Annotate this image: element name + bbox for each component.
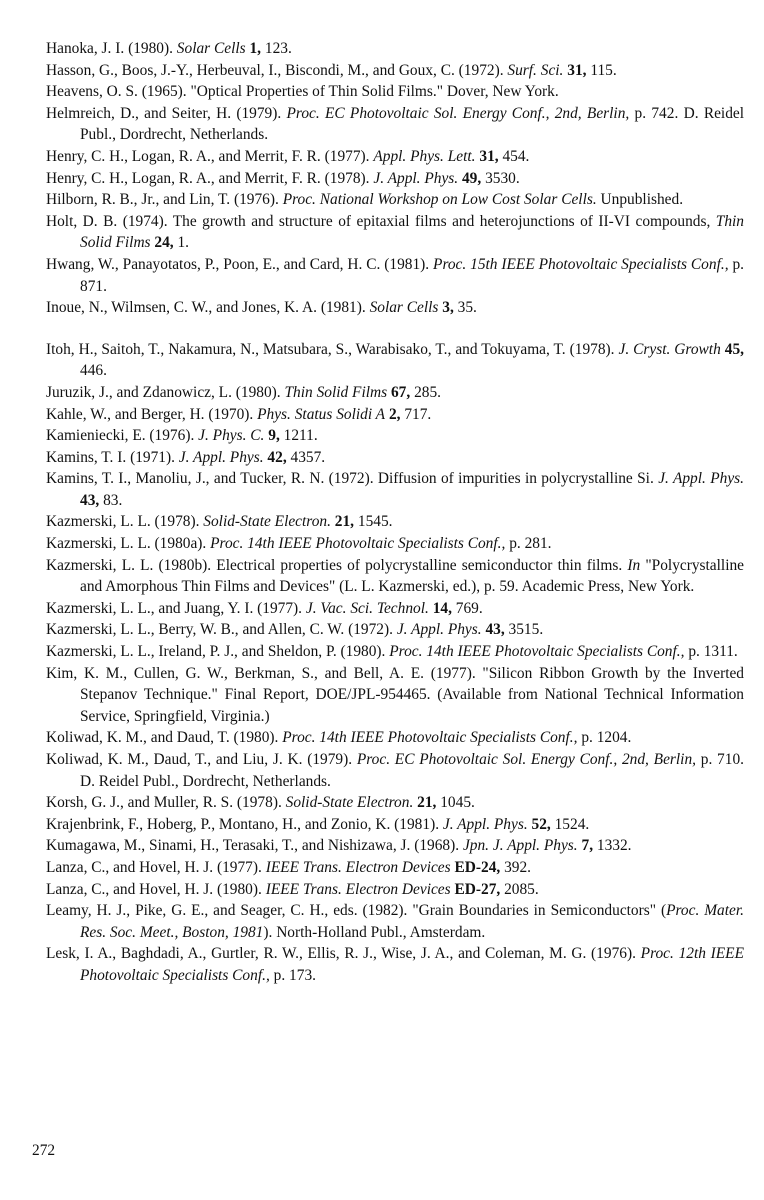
reference-entry xyxy=(46,404,744,426)
reference-source: Proc. National Workshop on Low Cost Solar Cells. xyxy=(282,191,597,209)
reference-source: J. Appl. Phys. xyxy=(396,621,482,639)
reference-entry xyxy=(46,663,744,728)
reference-pages: ). North-Holland Publ., Amsterdam. xyxy=(263,923,486,941)
reference-pages: p. 710. D. Reidel Publ., Dordrecht, Netherlands. xyxy=(80,751,744,790)
reference-text: Henry, C. H., Logan, R. A., and Merrit, F. R. (1977). xyxy=(46,147,374,165)
reference-text: Hasson, G., Boos, J.-Y., Herbeuval, I., Biscondi, M., and Goux, C. (1972). xyxy=(46,61,508,79)
reference-source: J. Phys. C. xyxy=(198,427,265,445)
reference-entry xyxy=(46,254,744,297)
reference-pages: 446. xyxy=(80,362,107,380)
reference-volume: 52, xyxy=(527,815,551,833)
reference-text: Inoue, N., Wilmsen, C. W., and Jones, K. A. (1981). xyxy=(46,299,370,317)
reference-pages: 285. xyxy=(410,383,441,401)
reference-text: Kamins, T. I., Manoliu, J., and Tucker, R. N. (1972). Diffusion of impurities in polycrystalline Si. xyxy=(46,470,659,488)
reference-pages: p. 173. xyxy=(269,966,316,984)
reference-volume: 31, xyxy=(563,61,587,79)
reference-source: IEEE Trans. Electron Devices xyxy=(265,858,451,876)
reference-volume: 49, xyxy=(458,169,482,187)
reference-entry xyxy=(46,641,744,663)
reference-pages: 1524. xyxy=(550,815,590,833)
reference-text: Krajenbrink, F., Hoberg, P., Montano, H., and Zonio, K. (1981). xyxy=(46,815,443,833)
reference-entry xyxy=(46,792,744,814)
reference-text: Kazmerski, L. L. (1980b). Electrical properties of polycrystalline semiconductor thin films. xyxy=(46,556,628,574)
reference-text: Koliwad, K. M., and Daud, T. (1980). xyxy=(46,729,283,747)
reference-pages: 717. xyxy=(400,405,432,423)
reference-entry xyxy=(46,533,744,555)
reference-text: Juruzik, J., and Zdanowicz, L. (1980). xyxy=(46,383,285,401)
reference-source: J. Cryst. Growth xyxy=(618,340,721,358)
reference-text: Koliwad, K. M., Daud, T., and Liu, J. K. (1979). xyxy=(46,751,357,768)
reference-pages: 2085. xyxy=(500,880,539,898)
reference-source: Proc. 14th IEEE Photovoltaic Specialists Conf., xyxy=(210,535,506,553)
reference-text: Kazmerski, L. L. (1980a). xyxy=(46,535,211,553)
reference-entry xyxy=(46,900,744,943)
reference-entry xyxy=(46,146,744,168)
reference-volume: ED-27, xyxy=(450,880,501,898)
reference-pages: 1. xyxy=(173,234,190,252)
reference-volume: 9, xyxy=(264,427,280,445)
reference-source: Proc. EC Photovoltaic Sol. Energy Conf., 2nd, Berlin, xyxy=(356,751,696,768)
reference-text: Korsh, G. J., and Muller, R. S. (1978). xyxy=(46,794,286,812)
reference-text: Itoh, H., Saitoh, T., Nakamura, N., Matsubara, S., Warabisako, T., and Tokuyama, T. (1978). xyxy=(46,340,619,358)
reference-source: J. Appl. Phys. xyxy=(442,815,528,833)
reference-entry xyxy=(46,879,744,901)
reference-pages: p. 281. xyxy=(505,535,552,553)
reference-text: Lanza, C., and Hovel, H. J. (1977). xyxy=(46,858,266,876)
reference-pages: 123. xyxy=(261,40,292,57)
reference-source: Surf. Sci. xyxy=(507,61,564,79)
reference-entry xyxy=(46,814,744,836)
reference-entry xyxy=(46,835,744,857)
reference-entry xyxy=(46,555,744,598)
reference-pages: 769. xyxy=(451,599,483,617)
reference-volume: 7, xyxy=(577,837,594,855)
reference-text: Kahle, W., and Berger, H. (1970). xyxy=(46,405,258,423)
reference-entry xyxy=(46,297,744,319)
reference-volume: 42, xyxy=(263,448,287,466)
reference-source: Solar Cells xyxy=(176,40,246,57)
reference-entry xyxy=(46,211,744,254)
reference-volume: 67, xyxy=(387,383,411,401)
reference-pages: 392. xyxy=(500,858,532,876)
reference-volume: ED-24, xyxy=(450,858,501,876)
reference-entry xyxy=(46,168,744,190)
reference-text: Kazmerski, L. L. (1978). xyxy=(46,513,204,531)
page-number: 272 xyxy=(32,1142,56,1159)
reference-entry xyxy=(46,425,744,447)
reference-entry xyxy=(46,103,744,146)
reference-text: Kazmerski, L. L., and Juang, Y. I. (1977). xyxy=(46,599,306,617)
reference-pages: p. 1311. xyxy=(684,643,738,661)
reference-text: Kamieniecki, E. (1976). xyxy=(46,427,199,445)
reference-text: Henry, C. H., Logan, R. A., and Merrit, F. R. (1978). xyxy=(46,169,374,187)
reference-pages: 4357. xyxy=(286,448,326,466)
reference-entry xyxy=(46,189,744,211)
reference-volume: 31, xyxy=(475,147,499,165)
reference-source: Solid-State Electron. xyxy=(285,794,414,812)
reference-text: Kumagawa, M., Sinami, H., Terasaki, T., and Nishizawa, J. (1968). xyxy=(46,837,463,855)
reference-text: Kazmerski, L. L., Ireland, P. J., and Sheldon, P. (1980). xyxy=(46,643,390,661)
reference-volume: 21, xyxy=(413,794,437,812)
reference-source: J. Appl. Phys. xyxy=(178,448,264,466)
reference-source: J. Vac. Sci. Technol. xyxy=(305,599,429,617)
reference-volume: 43, xyxy=(481,621,505,639)
reference-text: Heavens, O. S. (1965). "Optical Properties of Thin Solid Films." Dover, New York. xyxy=(46,83,559,101)
reference-pages: p. 871. xyxy=(80,255,744,295)
reference-source: Proc. 12th IEEE Photovoltaic Specialists Conf., xyxy=(80,945,744,984)
reference-pages: "Polycrystalline and Amorphous Thin Films and Devices" (L. L. Kazmerski, ed.), p. 59. Academic Press, New York. xyxy=(80,556,744,596)
reference-pages: 115. xyxy=(586,61,617,79)
reference-source: J. Appl. Phys. xyxy=(373,169,459,187)
reference-text: Kamins, T. I. (1971). xyxy=(46,448,179,466)
reference-source: In xyxy=(627,556,641,574)
reference-pages: 454. xyxy=(498,147,530,165)
reference-text: Kazmerski, L. L., Berry, W. B., and Allen, C. W. (1972). xyxy=(46,621,397,639)
reference-text: Hwang, W., Panayotatos, P., Poon, E., and Card, H. C. (1981). xyxy=(46,255,434,273)
reference-pages: p. 742. D. Reidel Publ., Dordrecht, Netherlands. xyxy=(80,104,744,144)
reference-entry xyxy=(46,468,744,511)
reference-pages: 1045. xyxy=(436,794,475,812)
reference-pages: 1211. xyxy=(279,427,318,445)
reference-entry xyxy=(46,598,744,620)
reference-source: Proc. EC Photovoltaic Sol. Energy Conf., 2nd, Berlin, xyxy=(286,104,630,122)
reference-source: J. Appl. Phys. xyxy=(658,470,745,488)
reference-entry xyxy=(46,749,744,792)
reference-entry xyxy=(46,727,744,749)
reference-entry xyxy=(46,60,744,82)
reference-text: Kim, K. M., Cullen, G. W., Berkman, S., and Bell, A. E. (1977). "Silicon Ribbon Growth by the Inverted Stepanov Technique." Final Report, DOE/JPL-954465. (Available from National Technical Information Service, Springfield, Virginia.) xyxy=(46,664,744,725)
reference-entry xyxy=(46,943,744,986)
reference-entry xyxy=(46,857,744,879)
reference-text: Lesk, I. A., Baghdadi, A., Gurtler, R. W., Ellis, R. J., Wise, J. A., and Coleman, M. G. (1976). xyxy=(46,945,641,963)
reference-pages: 35. xyxy=(453,299,477,317)
reference-volume: 43, xyxy=(80,491,100,509)
reference-source: IEEE Trans. Electron Devices xyxy=(265,880,451,898)
reference-entry xyxy=(46,382,744,404)
reference-text: Lanza, C., and Hovel, H. J. (1980). xyxy=(46,880,266,898)
reference-text: Holt, D. B. (1974). The growth and structure of epitaxial films and heterojunctions of II-VI compounds, xyxy=(46,212,716,230)
reference-source: Proc. 15th IEEE Photovoltaic Specialists Conf., xyxy=(433,255,729,273)
reference-text: Helmreich, D., and Seiter, H. (1979). xyxy=(46,104,287,122)
reference-source: Appl. Phys. Lett. xyxy=(373,147,476,165)
reference-source: Solar Cells xyxy=(369,299,439,317)
reference-text: Leamy, H. J., Pike, G. E., and Seager, C. H., eds. (1982). "Grain Boundaries in Semiconductors" ( xyxy=(46,902,667,920)
reference-pages: 1332. xyxy=(593,837,632,855)
reference-source: Proc. Mater. Res. Soc. Meet., Boston, 1981 xyxy=(80,902,744,941)
reference-volume: 14, xyxy=(428,599,452,617)
reference-pages: Unpublished. xyxy=(596,191,684,209)
reference-text: Hilborn, R. B., Jr., and Lin, T. (1976). xyxy=(46,191,283,209)
reference-entry xyxy=(46,511,744,533)
reference-volume: 2, xyxy=(385,405,401,423)
reference-source: Proc. 14th IEEE Photovoltaic Specialists Conf., xyxy=(389,643,685,661)
reference-pages: 3530. xyxy=(481,169,520,187)
reference-source: Thin Solid Films xyxy=(284,383,388,401)
reference-entry xyxy=(46,81,744,103)
reference-volume: 3, xyxy=(438,299,454,317)
reference-entry xyxy=(46,447,744,469)
reference-pages: 83. xyxy=(99,491,123,509)
reference-entry xyxy=(46,339,744,382)
reference-source: Solid-State Electron. xyxy=(203,513,331,531)
reference-pages: 1545. xyxy=(354,513,393,531)
reference-source: Jpn. J. Appl. Phys. xyxy=(462,837,578,855)
reference-source: Proc. 14th IEEE Photovoltaic Specialists Conf., xyxy=(282,729,578,747)
reference-volume: 21, xyxy=(330,513,355,531)
reference-entry xyxy=(46,619,744,641)
reference-entry xyxy=(46,38,744,60)
reference-volume: 24, xyxy=(150,234,174,252)
reference-pages: p. 1204. xyxy=(577,729,632,747)
reference-list xyxy=(46,38,744,987)
reference-text: Hanoka, J. I. (1980). xyxy=(46,40,177,57)
reference-pages: 3515. xyxy=(504,621,544,639)
reference-volume: 45, xyxy=(720,340,744,358)
reference-source: Phys. Status Solidi A xyxy=(257,405,386,423)
reference-volume: 1, xyxy=(245,40,262,57)
reference-source: Thin Solid Films xyxy=(80,212,744,252)
